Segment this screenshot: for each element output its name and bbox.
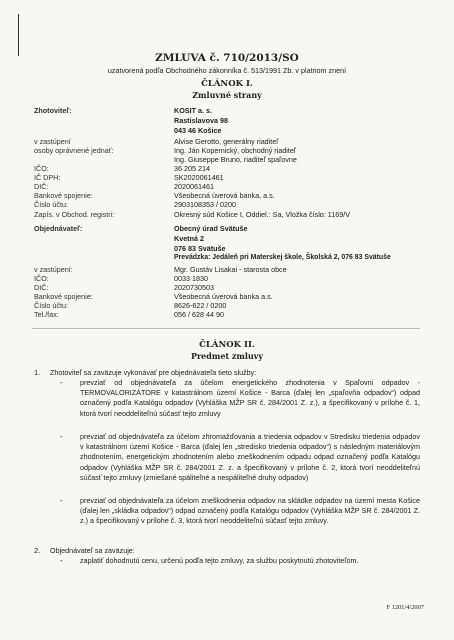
margin-mark: [18, 14, 19, 56]
client-field-value: 056 / 628 44 90: [174, 310, 224, 319]
client-delivery: Prevádzka: Jedáleň pri Materskej škole, Školská 2, 076 83 Svätuše: [174, 254, 391, 261]
contractor-field-label: v zastúpení: [34, 137, 71, 146]
contract-subtitle: uzatvorená podľa Obchodného zákonníka č. 513/1991 Zb. v platnom znení: [107, 66, 347, 75]
client-field-value: 0033 1830: [174, 274, 208, 283]
contractor-field-value: 2903108353 / 0200: [174, 200, 236, 209]
client-name: Obecný úrad Svätuše: [174, 224, 248, 233]
contractor-field-value: 2020061461: [174, 182, 214, 191]
contractor-field-label: DIČ:: [34, 182, 49, 191]
contractor-field-value: 36 205 214: [174, 164, 210, 173]
client-field-value: Mgr. Gustáv Lisakai - starosta obce: [174, 265, 287, 274]
article-2-title: ČLÁNOK II.: [199, 340, 255, 350]
contractor-field-label: osoby oprávnené jednať:: [34, 146, 114, 155]
contractor-street: Rastislavova 98: [174, 116, 228, 125]
list-bullet: -: [60, 432, 63, 441]
client-field-label: DIČ:: [34, 283, 49, 292]
contractor-city: 043 46 Košice: [174, 126, 222, 135]
client-field-label: Bankové spojenie:: [34, 292, 93, 301]
contractor-field-label: Zapís. v Obchod. registri:: [34, 210, 115, 219]
contractor-field-value: Alvise Gerotto, generálny riaditeľ: [174, 137, 279, 146]
article-1-subtitle: Zmluvné strany: [192, 90, 262, 100]
article-2-subtitle: Predmet zmluvy: [190, 351, 264, 361]
contractor-field-value: Všeobecná úverová banka, a.s.: [174, 191, 275, 200]
client-street: Kvetná 2: [174, 234, 204, 243]
clause-intro: Zhotoviteľ sa zaväzuje vykonávať pre objednávateľa tieto služby:: [50, 368, 257, 377]
client-field-label: v zastúpení:: [34, 265, 73, 274]
clause-number: 2.: [34, 546, 41, 555]
list-bullet: -: [60, 378, 63, 387]
contractor-field-value: Ing. Giuseppe Bruno, riaditeľ spaľovne: [174, 155, 297, 164]
list-item: prevziať od objednávateľa za účelom zneškodnenia odpadov na skládke odpadov na území mesta Košice (ďalej len „skládka odpadov“) odpad označený podľa Katalógu odpadov (Vyhláška MŽP SR č. 284/2001 Z. z.) a špecifikovaný v prílohe č. 3, ktorá tvorí neoddeliteľnú súčasť tejto zmluvy.: [80, 496, 420, 526]
client-field-value: 8626-622 / 0200: [174, 301, 227, 310]
client-label: Objednávateľ:: [34, 224, 83, 233]
client-field-label: Číslo účtu:: [34, 301, 68, 310]
list-item: prevziať od objednávateľa za účelom zhromažďovania a triedenia odpadov v Stredisku triedenia odpadov v katastrálnom území Košice - Barca (ďalej len „stredisko triedenia odpadov“) s následným materiálovým zhodnotením, energetickým zhodnotením alebo zneškodnením odpadu odpad označený podľa Katalógu odpadov (Vyhláška MŽP SR č. 284/2001 Z. z. a špecifikovaný v prílohe č. 2, ktorá tvorí neoddeliteľnú súčasť tejto zmluvy (zmiešané spáliteľné a nespáliteľné druhy odpadov): [80, 432, 420, 482]
contractor-field-label: Bankové spojenie:: [34, 191, 93, 200]
list-item: prevziať od objednávateľa za účelom energetického zhodnotenia v Spaľovni odpadov - TERMOVALORIZÁTORE v katastrálnom území Košice - Barca (ďalej len „spaľovňa odpadov“) odpad označený podľa Katalógu odpadov (Vyhláška MŽP SR č. 284/2001 Z. z.), a špecifikovaný v prílohe č. 1, ktorá tvorí neoddeliteľnú súčasť tejto zmluvy: [80, 378, 420, 418]
client-field-value: 2020730503: [174, 283, 214, 292]
list-bullet: -: [60, 496, 63, 505]
form-code: F 1201/4/2007: [386, 604, 424, 611]
client-field-label: IČO:: [34, 274, 49, 283]
client-field-label: Tel./fax:: [34, 310, 59, 319]
contractor-label: Zhotoviteľ:: [34, 106, 72, 115]
contract-title: ZMLUVA č. 710/2013/SO: [155, 52, 299, 64]
clause-intro: Objednávateľ sa zaväzuje:: [50, 546, 135, 555]
article-1-title: ČLÁNOK I.: [201, 79, 253, 89]
clause-number: 1.: [34, 368, 41, 377]
client-field-value: Všeobecná úverová banka a.s.: [174, 292, 273, 301]
list-item: zaplatiť dohodnutú cenu, určenú podľa tejto zmluvy, za službu poskytnutú zhotoviteľom.: [80, 556, 359, 565]
contractor-field-value: Ing. Ján Kopernický, obchodný riaditeľ: [174, 146, 296, 155]
contractor-field-value: Okresný súd Košice I, Oddiel.: Sa, Vložka číslo: 1169/V: [174, 210, 351, 219]
contractor-name: KOSIT a. s.: [174, 106, 212, 115]
contractor-field-value: SK2020061461: [174, 173, 224, 182]
list-bullet: -: [60, 556, 63, 565]
section-divider: [32, 328, 420, 329]
client-city: 076 83 Svätuše: [174, 244, 226, 253]
contractor-field-label: IČ DPH:: [34, 173, 61, 182]
contractor-field-label: IČO:: [34, 164, 49, 173]
contractor-field-label: Číslo účtu:: [34, 200, 68, 209]
